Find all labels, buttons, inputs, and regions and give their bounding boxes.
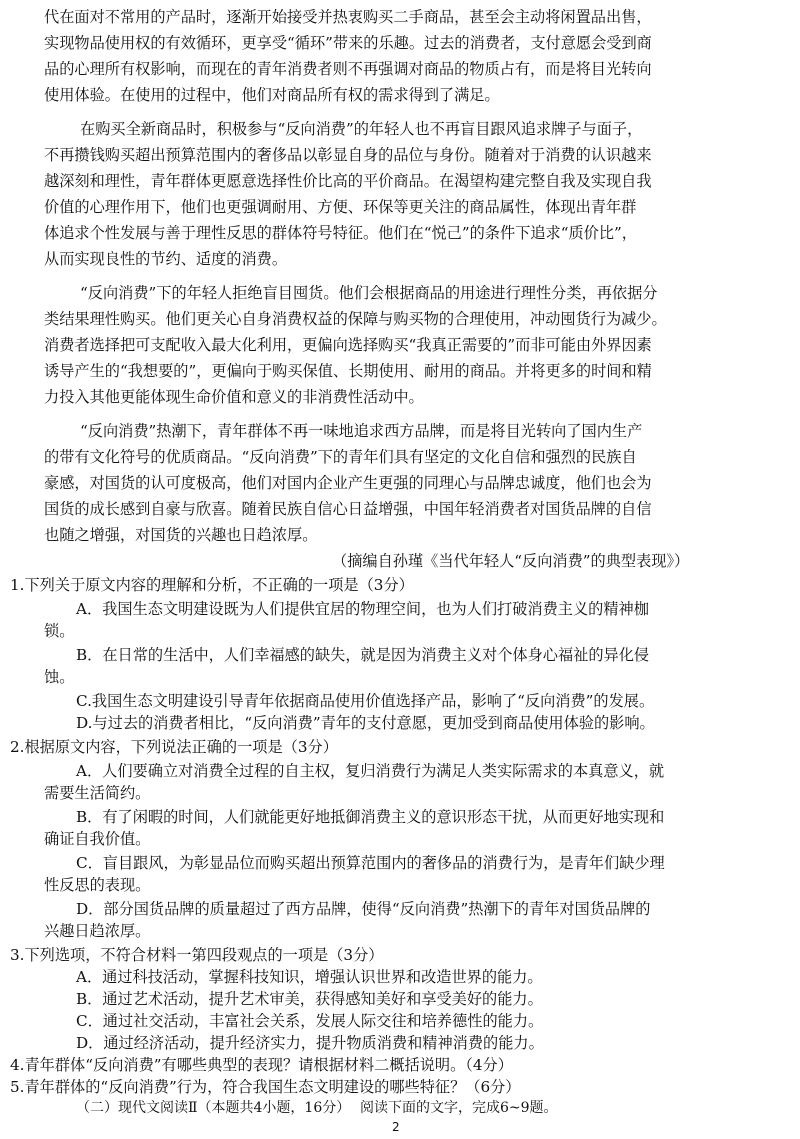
question-2-option-b-cont: 确证自我价值。: [44, 830, 151, 848]
passage-line: 豪感，对国货的认可度极高，他们对国内企业产生更强的同理心与品牌忠诚度，他们也会为: [44, 474, 652, 492]
question-5: 5.青年群体的“反向消费”行为，符合我国生态文明建设的哪些特征？（6分）: [10, 1078, 521, 1096]
question-1-stem: 1.下列关于原文内容的理解和分析，不正确的一项是（3分）: [10, 576, 414, 594]
passage-line: 在购买全新商品时，积极参与“反向消费”的年轻人也不再盲目跟风追求牌子与面子，: [80, 120, 643, 138]
passage-line: 使用体验。在使用的过程中，他们对商品所有权的需求得到了满足。: [44, 86, 500, 104]
question-2-option-c: C．盲目跟风，为彰显品位而购买超出预算范围内的奢侈品的消费行为，是青年们缺少理: [76, 854, 665, 872]
question-2-stem: 2.根据原文内容，下列说法正确的一项是（3分）: [10, 738, 338, 756]
passage-line: 诱导产生的“我想要的”，更偏向于购买保值、长期使用、耐用的商品。并将更多的时间和精: [44, 362, 652, 380]
passage-line: 越深刻和理性，青年群体更愿意选择性价比高的平价商品。在渴望构建完整自我及实现自我: [44, 172, 652, 190]
question-1-option-c: C.我国生态文明建设引导青年依据商品使用价值选择产品，影响了“反向消费”的发展。: [76, 692, 655, 710]
passage-line: 的带有文化符号的优质商品。“反向消费”下的青年们具有坚定的文化自信和强烈的民族自: [44, 448, 637, 466]
section-heading: （二）现代文阅读Ⅱ（本题共4小题，16分）: [76, 1100, 351, 1116]
question-1-option-b: B．在日常的生活中，人们幸福感的缺失，就是因为消费主义对个体身心福祉的异化侵: [76, 646, 650, 664]
page-number: 2: [392, 1120, 400, 1134]
question-3-option-c: C．通过社交活动，丰富社会关系，发展人际交往和培养德性的能力。: [76, 1012, 544, 1030]
passage-line: 价值的心理作用下，他们也更强调耐用、方便、环保等更关注的商品属性，体现出青年群: [44, 198, 637, 216]
passage-line: 实现物品使用权的有效循环，更享受“循环”带来的乐趣。过去的消费者，支付意愿会受到商: [44, 34, 652, 52]
question-3-option-d: D．通过经济活动，提升经济实力，提升物质消费和精神消费的能力。: [76, 1034, 544, 1052]
question-1-option-b-cont: 蚀。: [44, 668, 75, 686]
passage-line: 也随之增强，对国货的兴趣也日趋浓厚。: [44, 526, 318, 544]
passage-line: 不再攒钱购买超出预算范围内的奢侈品以彰显自身的品位与身份。随着对于消费的认识越来: [44, 146, 652, 164]
passage-line: 从而实现良性的节约、适度的消费。: [44, 250, 287, 268]
passage-line: 体追求个性发展与善于理性反思的群体符号特征。他们在“悦己”的条件下追求“质价比”，: [44, 224, 637, 242]
question-3-option-a: A．通过科技活动，掌握科技知识，增强认识世界和改造世界的能力。: [76, 968, 543, 986]
passage-line: “反向消费”热潮下，青年群体不再一味地追求西方品牌，而是将目光转向了国内生产: [80, 422, 643, 440]
passage-line: 力投入其他更能体现生命价值和意义的非消费性活动中。: [44, 388, 424, 406]
section-instruction: 阅读下面的文字，完成6~9题。: [360, 1100, 558, 1116]
question-2-option-d-cont: 兴趣日趋浓厚。: [44, 922, 151, 940]
passage-line: 消费者选择把可支配收入最大化利用，更偏向选择购买“我真正需要的”而非可能由外界因素: [44, 336, 652, 354]
passage-line: “反向消费”下的年轻人拒绝盲目囤货。他们会根据商品的用途进行理性分类，再依据分: [80, 284, 658, 302]
question-2-option-a-cont: 需要生活简约。: [44, 784, 151, 802]
passage-source: （摘编自孙瑾《当代年轻人“反向消费”的典型表现》）: [332, 552, 690, 570]
question-4: 4.青年群体“反向消费”有哪些典型的表现？请根据材料二概括说明。（4分）: [10, 1056, 513, 1074]
question-3-option-b: B．通过艺术活动，提升艺术审美，获得感知美好和享受美好的能力。: [76, 990, 543, 1008]
passage-line: 代在面对不常用的产品时，逐渐开始接受并热衷购买二手商品，甚至会主动将闲置品出售，: [44, 8, 652, 26]
question-1-option-a-cont: 锁。: [44, 622, 75, 640]
question-3-stem: 3.下列选项，不符合材料一第四段观点的一项是（3分）: [10, 946, 384, 964]
question-2-option-b: B．有了闲暇的时间，人们就能更好地抵御消费主义的意识形态干扰，从而更好地实现和: [76, 808, 665, 826]
question-2-option-c-cont: 性反思的表现。: [44, 876, 151, 894]
passage-line: 品的心理所有权影响，而现在的青年消费者则不再强调对商品的物质占有，而是将目光转向: [44, 60, 652, 78]
question-1-option-d: D.与过去的消费者相比，“反向消费”青年的支付意愿，更加受到商品使用体验的影响。: [76, 714, 655, 732]
passage-line: 国货的成长感到自豪与欣喜。随着民族自信心日益增强，中国年轻消费者对国货品牌的自信: [44, 500, 652, 518]
question-1-option-a: A．我国生态文明建设既为人们提供宜居的物理空间，也为人们打破消费主义的精神枷: [76, 600, 649, 618]
question-2-option-d: D．部分国货品牌的质量超过了西方品牌，使得“反向消费”热潮下的青年对国货品牌的: [76, 900, 651, 918]
passage-line: 类结果理性购买。他们更关心自身消费权益的保障与购买物的合理使用，冲动囤货行为减少。: [44, 310, 667, 328]
question-2-option-a: A．人们要确立对消费全过程的自主权，复归消费行为满足人类实际需求的本真意义，就: [76, 762, 665, 780]
